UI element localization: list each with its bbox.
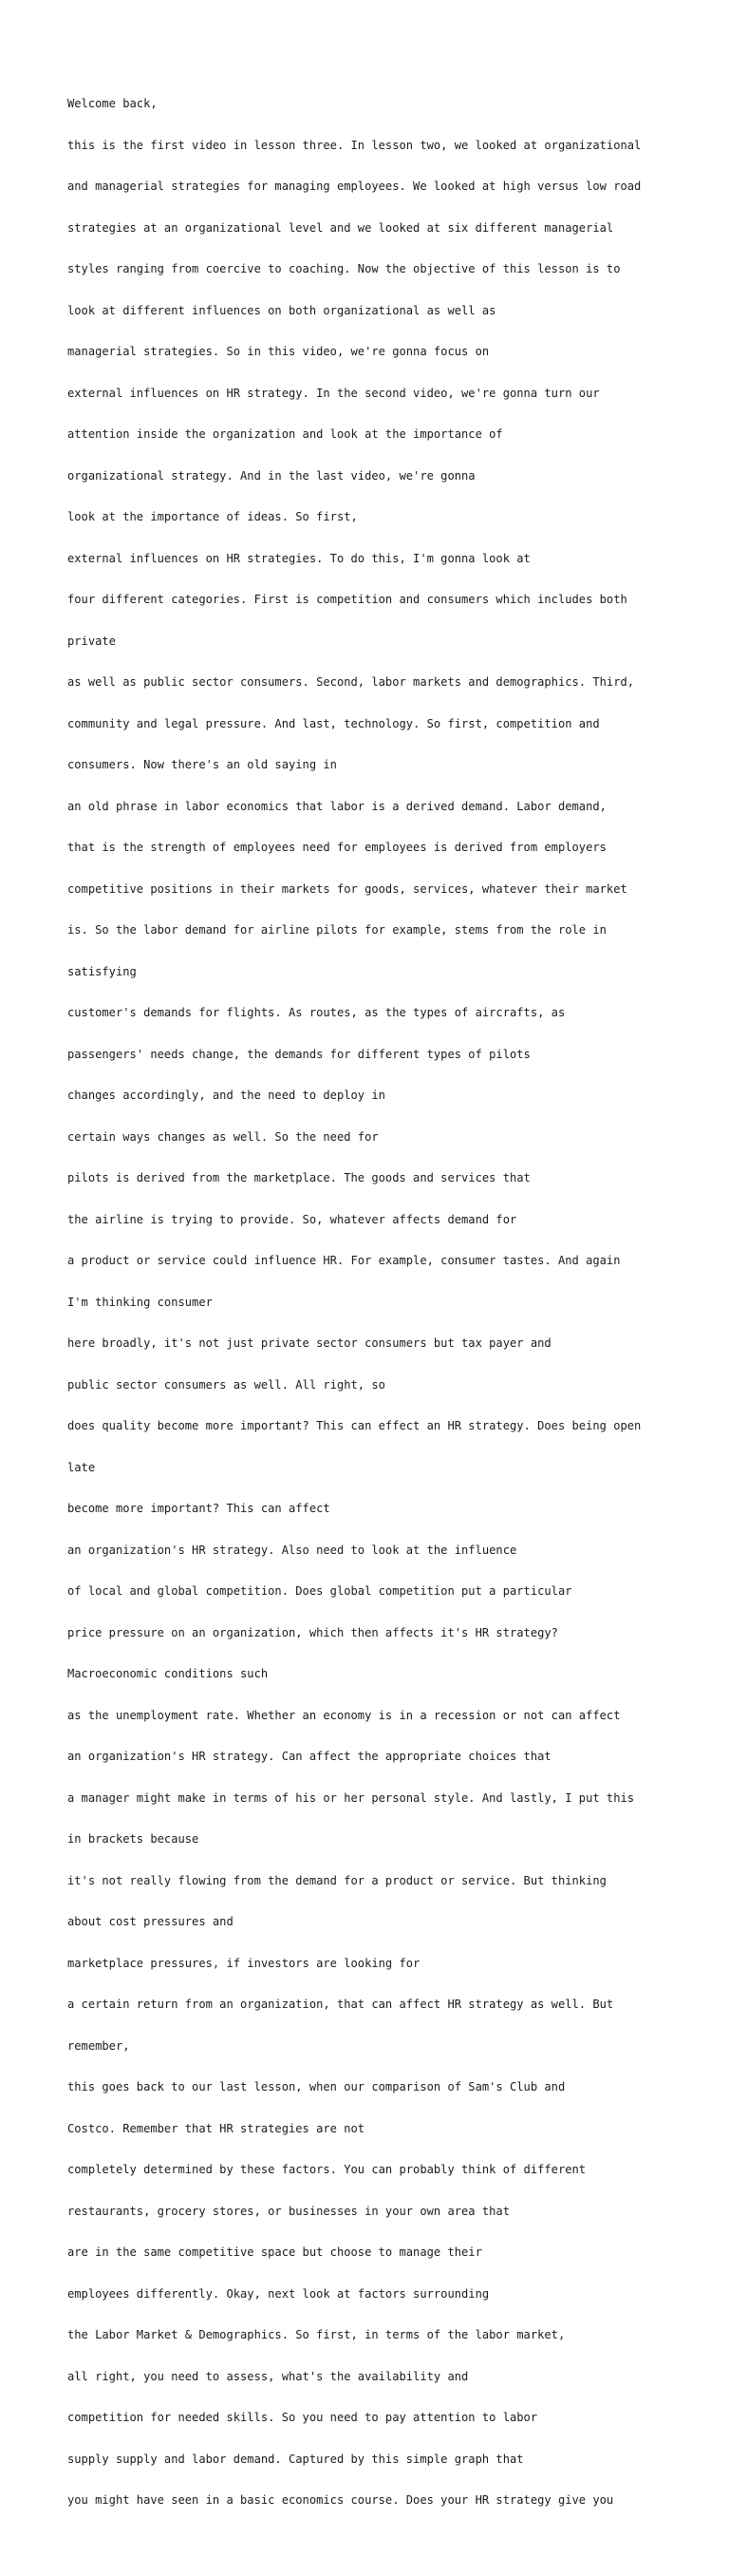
text-line: does quality become more important? This can effect an HR strategy. Does being open bbox=[67, 1419, 642, 1432]
text-line: late bbox=[67, 1460, 96, 1474]
text-line: supply supply and labor demand. Captured by this simple graph that bbox=[67, 2452, 524, 2466]
text-line: it's not really flowing from the demand for a product or service. But thinking bbox=[67, 1873, 607, 1887]
text-line: you might have seen in a basic economics course. Does your HR strategy give you bbox=[67, 2493, 614, 2507]
text-line: completely determined by these factors. You can probably think of different bbox=[67, 2163, 587, 2176]
text-line: an old phrase in labor economics that labor is a derived demand. Labor demand, bbox=[67, 799, 607, 813]
text-line: restaurants, grocery stores, or businesses in your own area that bbox=[67, 2204, 510, 2218]
text-line: look at the importance of ideas. So first, bbox=[67, 510, 358, 523]
text-line: become more important? This can affect bbox=[67, 1502, 330, 1515]
text-line: an organization's HR strategy. Also need to look at the influence bbox=[67, 1543, 517, 1557]
text-line: of local and global competition. Does global competition put a particular bbox=[67, 1584, 572, 1598]
text-line: certain ways changes as well. So the need for bbox=[67, 1129, 379, 1144]
text-line: employees differently. Okay, next look at factors surrounding bbox=[67, 2286, 490, 2301]
text-line: as well as public sector consumers. Second, labor markets and demographics. Third, bbox=[67, 675, 635, 689]
text-line: as the unemployment rate. Whether an economy is in a recession or not can affect bbox=[67, 1708, 621, 1722]
text-line: price pressure on an organization, which then affects it's HR strategy? bbox=[67, 1625, 558, 1639]
text-line: the Labor Market & Demographics. So first, in terms of the labor market, bbox=[67, 2328, 566, 2341]
text-line: that is the strength of employees need for employees is derived from employers bbox=[67, 841, 607, 854]
text-line: community and legal pressure. And last, technology. So first, competition and bbox=[67, 716, 600, 730]
text-line: external influences on HR strategies. To do this, I'm gonna look at bbox=[67, 551, 531, 565]
text-line: remember, bbox=[67, 2038, 130, 2053]
text-line: and managerial strategies for managing employees. We looked at high versus low road bbox=[67, 180, 642, 193]
text-line: private bbox=[67, 634, 116, 648]
text-line: marketplace pressures, if investors are looking for bbox=[67, 1956, 421, 1970]
transcript-text bbox=[67, 69, 722, 2576]
text-line: a certain return from an organization, that can affect HR strategy as well. But bbox=[67, 1998, 614, 2011]
text-line: this goes back to our last lesson, when our comparison of Sam's Club and bbox=[67, 2080, 566, 2093]
text-line: look at different influences on both organizational as well as bbox=[67, 303, 496, 317]
text-line: in brackets because bbox=[67, 1832, 199, 1846]
text-line: organizational strategy. And in the last video, we're gonna bbox=[67, 468, 476, 483]
text-line: I'm thinking consumer bbox=[67, 1295, 213, 1309]
text-line bbox=[67, 2535, 722, 2549]
text-line: this is the first video in lesson three. In lesson two, we looked at organizational bbox=[67, 138, 642, 152]
text-line: public sector consumers as well. All right, so bbox=[67, 1377, 385, 1392]
text-line: attention inside the organization and look at the importance of bbox=[67, 427, 503, 441]
text-line: all right, you need to assess, what's the availability and bbox=[67, 2369, 469, 2383]
text-line: an organization's HR strategy. Can affect the appropriate choices that bbox=[67, 1750, 551, 1763]
text-line: competitive positions in their markets for goods, services, whatever their market bbox=[67, 881, 627, 896]
text-line: Macroeconomic conditions such bbox=[67, 1667, 269, 1680]
text-line: a manager might make in terms of his or her personal style. And lastly, I put this bbox=[67, 1790, 635, 1805]
text-line: external influences on HR strategy. In the second video, we're gonna turn our bbox=[67, 386, 600, 400]
text-line: about cost pressures and bbox=[67, 1915, 234, 1928]
text-line: changes accordingly, and the need to deploy in bbox=[67, 1089, 385, 1102]
text-line: pilots is derived from the marketplace. The goods and services that bbox=[67, 1171, 531, 1184]
text-line: is. So the labor demand for airline pilots for example, stems from the role in bbox=[67, 923, 607, 937]
text-line: Costco. Remember that HR strategies are not bbox=[67, 2121, 365, 2135]
text-line: the airline is trying to provide. So, whatever affects demand for bbox=[67, 1212, 517, 1226]
text-line: satisfying bbox=[67, 964, 137, 978]
text-line: styles ranging from coercive to coaching. Now the objective of this lesson is to bbox=[67, 262, 621, 275]
text-line: managerial strategies. So in this video, we're gonna focus on bbox=[67, 345, 490, 358]
text-line: customer's demands for flights. As routes, as the types of aircrafts, as bbox=[67, 1006, 566, 1019]
text-line: passengers' needs change, the demands for different types of pilots bbox=[67, 1047, 531, 1061]
text-line: consumers. Now there's an old saying in bbox=[67, 758, 337, 771]
text-line: Welcome back, bbox=[67, 97, 158, 110]
text-line: strategies at an organizational level and we looked at six different managerial bbox=[67, 220, 614, 235]
text-line: are in the same competitive space but choose to manage their bbox=[67, 2245, 482, 2259]
text-line: here broadly, it's not just private sector consumers but tax payer and bbox=[67, 1336, 551, 1350]
text-line: competition for needed skills. So you need to pay attention to labor bbox=[67, 2411, 538, 2424]
text-line: a product or service could influence HR. For example, consumer tastes. And again bbox=[67, 1254, 621, 1267]
text-line: four different categories. First is competition and consumers which includes both bbox=[67, 593, 627, 606]
